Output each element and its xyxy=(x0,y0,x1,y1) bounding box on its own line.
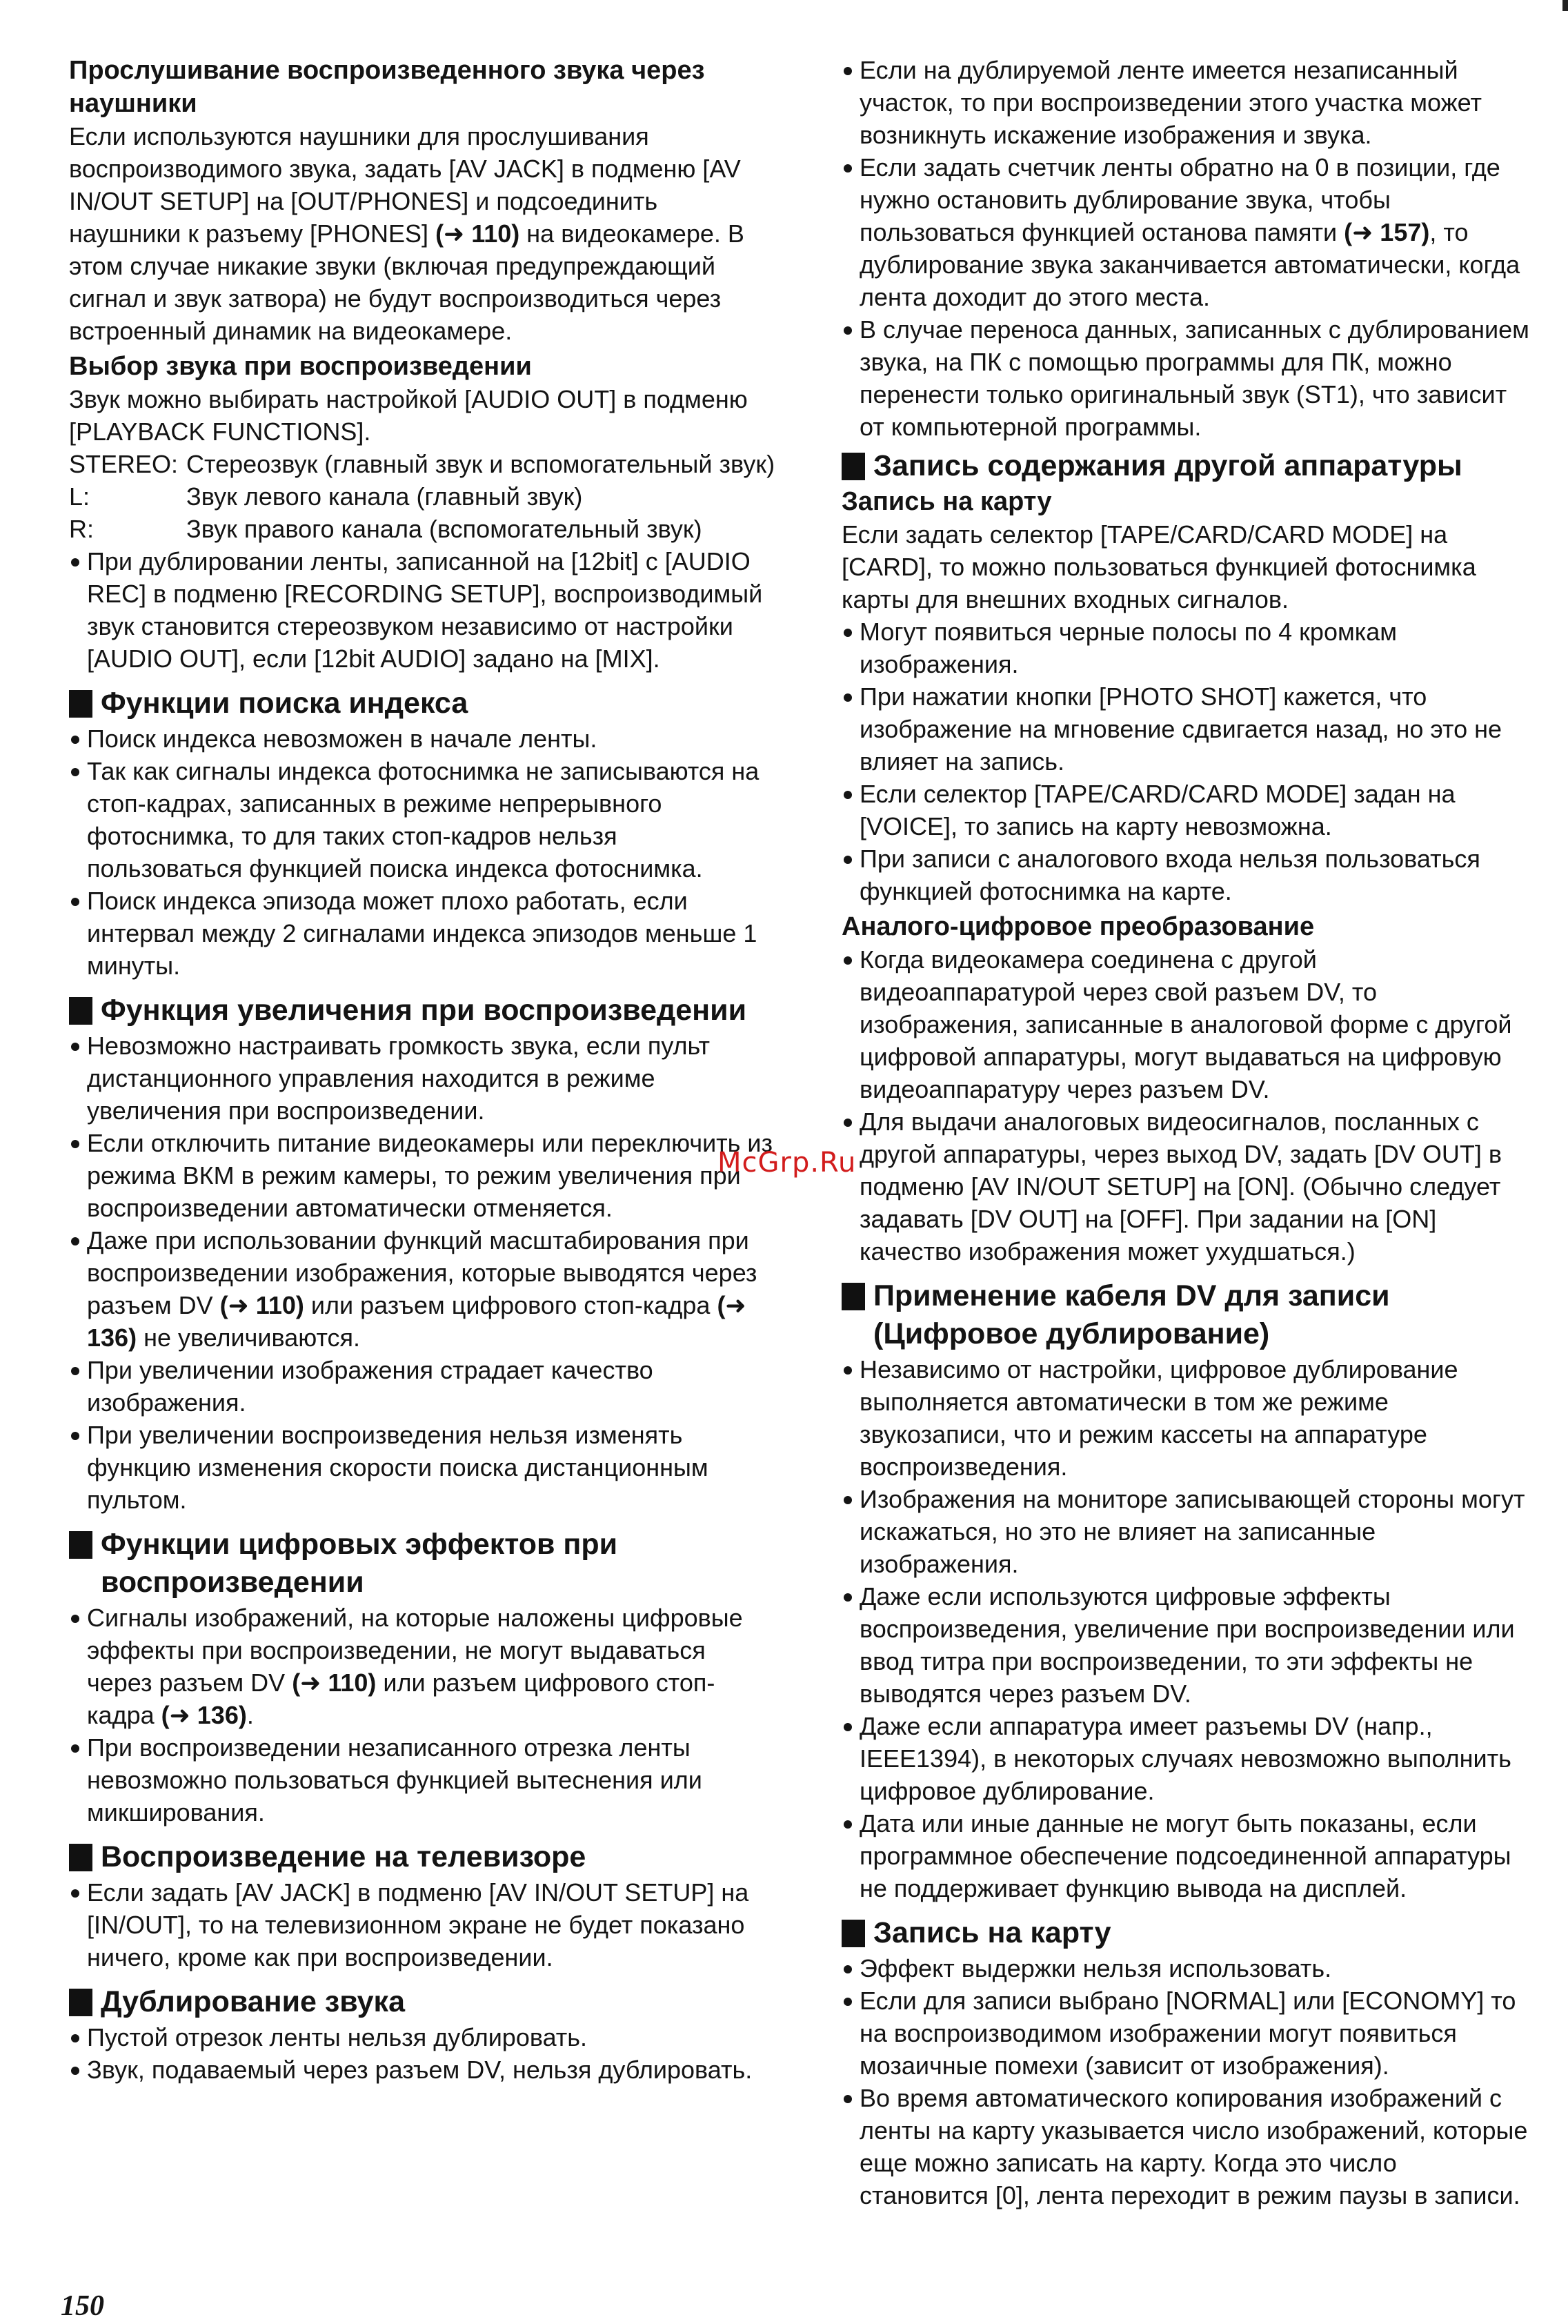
bullet-icon xyxy=(844,956,852,965)
section-playback-zoom: Функция увеличения при воспроизведении xyxy=(69,992,776,1030)
list-item: Могут появиться черные полосы по 4 кромкам изображения. xyxy=(842,616,1531,680)
heading-headphones: Прослушивание воспроизведенного звука через наушники xyxy=(69,56,705,118)
heading-analog-digital: Аналого-цифровое преобразование xyxy=(842,912,1315,941)
paragraph-headphones: Если используются наушники для прослушивания воспроизводимого звука, задать [AV JACK] в подменю [AV IN/OUT SETUP] на [OUT/PHONES] и подсоединить наушники к разъему [PHONES] (➜ 110) на видеокамере. В этом случае никакие звуки (включая предупреждающий сигнал и звук затвора) не будут воспроизводиться через встроенный динамик на видеокамере. xyxy=(69,122,744,345)
page-ref-136: (➜ 136) xyxy=(161,1701,247,1729)
list-item: Поиск индекса невозможен в начале ленты. xyxy=(69,722,776,755)
term-right: R: Звук правого канала (вспомогательный звук) xyxy=(69,515,702,543)
list-item: Если селектор [TAPE/CARD/CARD MODE] задан на [VOICE], то запись на карту невозможна. xyxy=(842,778,1531,843)
bullet-icon xyxy=(844,1366,852,1375)
bullet-icon xyxy=(844,791,852,799)
bullet-icon xyxy=(71,1432,79,1440)
bullet-icon xyxy=(71,1615,79,1623)
list-item: Если задать счетчик ленты обратно на 0 в позиции, где нужно остановить дублирование звука, чтобы пользоваться функцией останова памяти (➜ 157), то дублирование звука заканчивается автоматически, когда лента доходит до этого места. xyxy=(842,151,1531,313)
bullet-icon xyxy=(844,856,852,864)
list-item: Эффект выдержки нельзя использовать. xyxy=(842,1952,1531,1985)
bullet-icon xyxy=(71,1237,79,1245)
section-audio-dubbing: Дублирование звука xyxy=(69,1983,776,2021)
heading-audio-select: Выбор звука при воспроизведении xyxy=(69,352,532,381)
bullet-icon xyxy=(71,898,79,906)
list-item: Даже если аппаратура имеет разъемы DV (напр., IEEE1394), в некоторых случаях невозможно выполнить цифровое дублирование. xyxy=(842,1710,1531,1807)
list-item: Поиск индекса эпизода может плохо работать, если интервал между 2 сигналами индекса эпизодов меньше 1 минуты. xyxy=(69,885,776,982)
section-marker-icon xyxy=(69,1989,92,2016)
list-item: При увеличении воспроизведения нельзя изменять функцию изменения скорости поиска дистанционным пультом. xyxy=(69,1419,776,1516)
section-marker-icon xyxy=(69,1844,92,1871)
section-dv-cable: Применение кабеля DV для записи (Цифровое дублирование) xyxy=(842,1277,1531,1353)
list-item: При нажатии кнопки [PHOTO SHOT] кажется, что изображение на мгновение сдвигается назад, но это не влияет на запись. xyxy=(842,680,1531,778)
section-marker-icon xyxy=(69,1531,92,1559)
list-item: Во время автоматического копирования изображений с ленты на карту указывается число изображений, которые еще можно записать на карту. Когда это число становится [0], лента переходит в режим паузы в записи. xyxy=(842,2082,1531,2212)
right-column xyxy=(842,54,1531,2212)
bullet-icon xyxy=(71,558,79,567)
list-item: Даже если используются цифровые эффекты воспроизведения, увеличение при воспроизведении или ввод титра при воспроизведении, то эти эффекты не выводятся через разъем DV. xyxy=(842,1580,1531,1710)
list-item: Независимо от настройки, цифровое дублирование выполняется автоматически в том же режиме звукозаписи, что и режим кассеты на аппаратуре воспроизведения. xyxy=(842,1353,1531,1483)
list-item: Когда видеокамера соединена с другой видеоаппаратурой через свой разъем DV, то изображения, записанные в аналоговой форме с другой цифровой аппаратуры, могут выдаваться на цифровую видеоаппаратуру через разъем DV. xyxy=(842,943,1531,1105)
bullet-icon xyxy=(844,1119,852,1127)
list-item: Если на дублируемой ленте имеется незаписанный участок, то при воспроизведении этого участка может возникнуть искажение изображения и звука. xyxy=(842,54,1531,151)
bullet-icon xyxy=(844,1496,852,1504)
list-item: Невозможно настраивать громкость звука, если пульт дистанционного управления находится в режиме увеличения при воспроизведении. xyxy=(69,1030,776,1127)
bullet-icon xyxy=(71,1043,79,1051)
section-marker-icon xyxy=(842,453,865,480)
section-digital-effects: Функции цифровых эффектов при воспроизведении xyxy=(69,1526,776,1602)
heading-card-recording: Запись на карту xyxy=(842,487,1052,516)
page-ref-136: (➜ 136) xyxy=(87,1291,746,1352)
bullet-icon xyxy=(71,736,79,744)
section-marker-icon xyxy=(69,997,92,1025)
section-marker-icon xyxy=(842,1920,865,1947)
bullet-icon xyxy=(844,629,852,637)
section-other-equipment: Запись содержания другой аппаратуры xyxy=(842,447,1531,485)
section-marker-icon xyxy=(69,690,92,718)
bullet-icon xyxy=(844,67,852,75)
bullet-icon xyxy=(844,2095,852,2103)
bullet-icon xyxy=(844,1998,852,2006)
list-item: В случае переноса данных, записанных с дублированием звука, на ПК с помощью программы для ПК, можно перенести только оригинальный звук (ST1), что зависит от компьютерной программы. xyxy=(842,313,1531,443)
page-ref-110: (➜ 110) xyxy=(435,219,520,248)
bullet-icon xyxy=(844,1820,852,1829)
bullet-icon xyxy=(71,2034,79,2042)
bullet-icon xyxy=(71,1140,79,1148)
left-column xyxy=(69,54,776,2086)
list-item: Изображения на мониторе записывающей стороны могут искажаться, но это не влияет на записанные изображения. xyxy=(842,1483,1531,1580)
section-index-search: Функции поиска индекса xyxy=(69,685,776,722)
bullet-icon xyxy=(844,1593,852,1602)
list-item: При увеличении изображения страдает качество изображения. xyxy=(69,1354,776,1419)
list-item: Сигналы изображений, на которые наложены цифровые эффекты при воспроизведении, не могут выдаваться через разъем DV (➜ 110) или разъем цифрового стоп-кадра (➜ 136). xyxy=(69,1602,776,1731)
page-ref-157: (➜ 157) xyxy=(1344,218,1430,246)
paragraph-audio-select: Звук можно выбирать настройкой [AUDIO OUT] в подменю [PLAYBACK FUNCTIONS]. xyxy=(69,385,748,446)
list-item: При дублировании ленты, записанной на [12bit] с [AUDIO REC] в подменю [RECORDING SETUP], воспроизводимый звук становится стереозвуком независимо от настройки [AUDIO OUT], если [12bit AUDIO] задано на [MIX]. xyxy=(69,545,776,675)
list-item: Пустой отрезок ленты нельзя дублировать. xyxy=(69,2021,776,2054)
bullet-icon xyxy=(844,164,852,173)
bullet-icon xyxy=(844,1965,852,1973)
term-left: L: Звук левого канала (главный звук) xyxy=(69,482,583,511)
bullet-icon xyxy=(71,1889,79,1898)
list-item: При записи с аналогового входа нельзя пользоваться функцией фотоснимка на карте. xyxy=(842,843,1531,907)
list-item: Если отключить питание видеокамеры или переключить из режима ВКМ в режим камеры, то режим увеличения при воспроизведении автоматически отменяется. xyxy=(69,1127,776,1224)
list-item: Если для записи выбрано [NORMAL] или [ECONOMY] то на воспроизводимом изображении могут появиться мозаичные помехи (зависит от изображения). xyxy=(842,1985,1531,2082)
list-item: Дата или иные данные не могут быть показаны, если программное обеспечение подсоединенной аппаратуры не поддерживает функцию вывода на дисплей. xyxy=(842,1807,1531,1904)
corner-mark xyxy=(1562,0,1568,11)
bullet-icon xyxy=(71,1744,79,1753)
list-item: Для выдачи аналоговых видеосигналов, посланных с другой аппаратуры, через выход DV, задать [DV OUT] в подменю [AV IN/OUT SETUP] на [ON]. (Обычно следует задавать [DV OUT] на [OFF]. При задании на [ON] качество изображения может ухудшаться.) xyxy=(842,1105,1531,1268)
page-ref-110: (➜ 110) xyxy=(292,1668,377,1697)
page-ref-110: (➜ 110) xyxy=(219,1291,304,1319)
paragraph-card-recording: Если задать селектор [TAPE/CARD/CARD MODE] на [CARD], то можно пользоваться функцией фотоснимка карты для внешних входных сигналов. xyxy=(842,520,1476,613)
bullet-icon xyxy=(844,1723,852,1731)
list-item: При воспроизведении незаписанного отрезка ленты невозможно пользоваться функцией вытеснения или микширования. xyxy=(69,1731,776,1829)
page-number: 150 xyxy=(61,2290,104,2322)
list-item: Даже при использовании функций масштабирования при воспроизведении изображения, которые выводятся через разъем DV (➜ 110) или разъем цифрового стоп-кадра (➜ 136) не увеличиваются. xyxy=(69,1224,776,1354)
bullet-icon xyxy=(71,2067,79,2075)
bullet-icon xyxy=(71,768,79,776)
section-record-to-card: Запись на карту xyxy=(842,1914,1531,1952)
section-marker-icon xyxy=(842,1283,865,1310)
bullet-icon xyxy=(844,326,852,335)
term-stereo: STEREO: Стереозвук (главный звук и вспомогательный звук) xyxy=(69,450,775,478)
list-item: Звук, подаваемый через разъем DV, нельзя дублировать. xyxy=(69,2054,776,2086)
bullet-icon xyxy=(71,1367,79,1375)
watermark: McGrp.Ru xyxy=(717,1147,857,1179)
section-tv-playback: Воспроизведение на телевизоре xyxy=(69,1838,776,1876)
bullet-icon xyxy=(844,693,852,702)
list-item: Если задать [AV JACK] в подменю [AV IN/OUT SETUP] на [IN/OUT], то на телевизионном экране не будет показано ничего, кроме как при воспроизведении. xyxy=(69,1876,776,1973)
list-item: Так как сигналы индекса фотоснимка не записываются на стоп-кадрах, записанных в режиме непрерывного фотоснимка, то для таких стоп-кадров нельзя пользоваться функцией поиска индекса фотоснимка. xyxy=(69,755,776,885)
